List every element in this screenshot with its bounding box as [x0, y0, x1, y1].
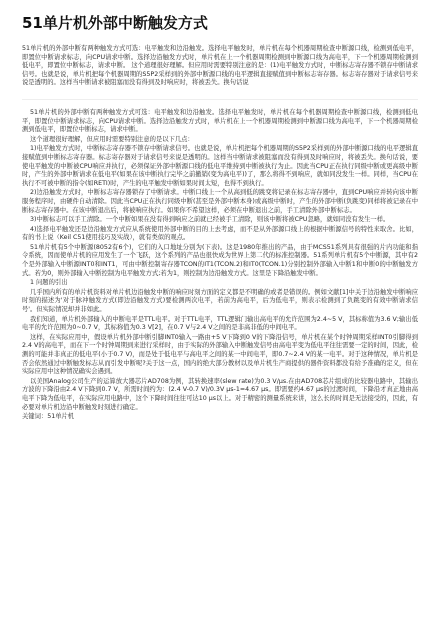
body-paragraph: 2)边沿触发方式时，中断标志寄存器锁存了中断请求。中断口线上一个从高到低的跳变将记录在标志寄存器中，直到CPU响应并转向该中断服务程序时，由硬件自动清除。因此当CPU正在执行同级中断(甚至是外部中断本身)或高级中断时，产生的外部中断(负跳变)同样将被记录在中断标志寄存器中。在该中断退出后，将被响应执行。如果你不希望这样，必须在中断退出之前，手工清除外部中断标志。	[22, 189, 418, 214]
body-paragraph: 这样，在实际应用中，假设单片机外部中断引脚INT0输入一路由+5 V下降到0 V的下降沿信号，单片机在某个时钟周期采样INT0引脚得到2.4 V的高电平，而在下一个时钟周期到来进行采样时，由于实际的外部输入中断触发信号由高电平变为低电平往往需要一定的时间，因此，检测的可能并非真正的低电平(小于0.7 V)，而是处于低电平与高电平之间的某一中间电平，即0.7~2.4 V的某一电平。对于这种情况，单片机是否会依然通过中断触发标志从而引发中断呢?关于这一点，国内的绝大部分教材以及单片机生产商提供的器件资料都没有给予准确的定义，但在实际应用中这种情况确实会遇到。	[22, 333, 418, 376]
keywords-line: 关键词：51单片机	[22, 413, 75, 421]
section-divider	[22, 99, 418, 100]
body-paragraph: 我们知道，单片机外部输入的中断电平是TTL电平。对于TTL电平，TTL逻辑门输出高电平的允许范围为2.4~5 V，其标称值为3.6 V;输出低电平的允许范围为0~0.7 V，其标称值为0.3 V[2]，在0.7 V与2.4 V之间的是非高非低的中间电平。	[22, 315, 418, 332]
body-paragraph: 51单片机有5个中断源(8052有6个)，它们的入口地址分别为(下表)。这是1980年推出的产品，由于MCS51系列具有很强的片内功能和指令系统，因而使单片机的应用发生了一个飞跃，这个系列的产品也很快成为世界上第二代的标准控制器。51系列单片机有5个中断源，其中有2个是外部输入中断源INT0和INT1，可由中断控制寄存器TCON的IT1(TCON.2)和IT0(TCON.1)分别控制外部输入中断1和中断0的中断触发方式。若为0，则外部输入中断控制为电平触发方式;若为1，则控制为边沿触发方式。这里是下降沿触发中断。	[22, 243, 418, 277]
body-paragraph: 几乎国内所有的单片机资料对单片机边沿触发中断的响应时刻方面的定义都是不明确的或者是错误的。例如文献[1]中关于边沿触发中断响应时刻的描述为'对于脉冲触发方式(即边沿触发方式)要检测两次电平，若前为高电平，后为低电平，则表示检测到了负跳变的有效中断请求信号'。但实际情况却并非如此。	[22, 288, 418, 314]
section-heading: 1 问题的引出	[30, 279, 68, 287]
body-paragraph: 3)中断标志可以手工清除。一个中断如果在没有得到响应之前就已经被手工清除，则该中断将被CPU忽略，就如同没有发生一样。	[30, 216, 390, 224]
document-body	[22, 109, 418, 422]
body-paragraph: 51单片机的外部中断有两种触发方式可选：电平触发和边沿触发。选择电平触发时，单片机在每个机器周期检查中断源口线，检测到低电平，即置位中断请求标志，向CPU请求中断。选择边沿触发方式时，单片机在上一个机器周期检测到中断源口线为高电平，下一个机器周期检测到低电平，即置位中断标志，请求中断。	[22, 108, 418, 134]
body-paragraph: 以美国Analog公司生产的运算放大器芯片AD708为例，其转换速率(slew rate)为0.3 V/μs.在由AD708芯片组成的比较器电路中，其输出方波的下降沿由2.4 V下降到0.7 V，所需时间约为：(2.4 V-0.7 V)/0.3V μs-1=4.67 μs。即需要约4.67 μs的过渡时间，下降沿才真正地由高电平下降为低电平，在实际应用电路中，这个下降时间往往可达10 μs以上。对于精密的测量系统来讲，这么长的时间是无法接受的，因此，有必要对单片机边沿中断触发时刻进行确定。	[22, 377, 418, 411]
intro-paragraph: 51单片机的外部中断有两种触发方式可选：电平触发和边沿触发。选择电平触发时，单片机在每个机器周期检查中断源口线，检测到低电平，即置位中断请求标志，向CPU请求中断。选择边沿触发方式时，单片机在上一个机器周期检测到中断源口线为高电平，下一个机器周期检测到低电平，即置位中断标志，请求中断。 这个道理很好理解。但应用时需要特别注意的是：(1)电平触发方式时，中断标志寄存器不锁存中断请求信号。也就是说，单片机把每个机器周期的S5P2采样到的外部中断源口线的电平逻辑直接赋值到中断标志寄存器。标志寄存器对于请求信号来说是透明的。这样当中断请求被阻塞而没有得到及时响应时，将被丢失。换句话说	[22, 45, 418, 87]
body-paragraph: 4)选择电平触发还是边沿触发方式应从系统使用外部中断的目的上去考虑，而不是从外部源口线上的根据中断源信号的特性来取舍。比如，有的书上说（Keil C51使用技巧及实战），就有类似的观点。	[22, 225, 418, 242]
body-paragraph: 1)电平触发方式时，中断标志寄存器不锁存中断请求信号。也就是说，单片机把每个机器周期的S5P2采样到的外部中断源口线的电平逻辑直接赋值到中断标志寄存器。标志寄存器对于请求信号来说是透明的。这样当中断请求被阻塞而没有得到及时响应时，将被丢失。换句话说，要使电平触发的中断被CPU响应并执行，必须保证外部中断源口线的低电平维持到中断被执行为止。因此当CPU正在执行同级中断或更高级中断时，产生的外部中断请求在低电平(如果在该中断执行完毕之前撤销(变为高电平))了，那么将得不到响应，就如同没发生一样。同样，当CPU在执行不可被中断的指令(如RETI)时，产生的电平触发中断如果时间太短，也得不到执行。	[22, 145, 418, 187]
document-title: 51单片机外部中断触发方式	[22, 14, 208, 32]
body-paragraph: 这个道理很好理解，但应用时需要特别注意的是以下几点：	[30, 135, 194, 143]
